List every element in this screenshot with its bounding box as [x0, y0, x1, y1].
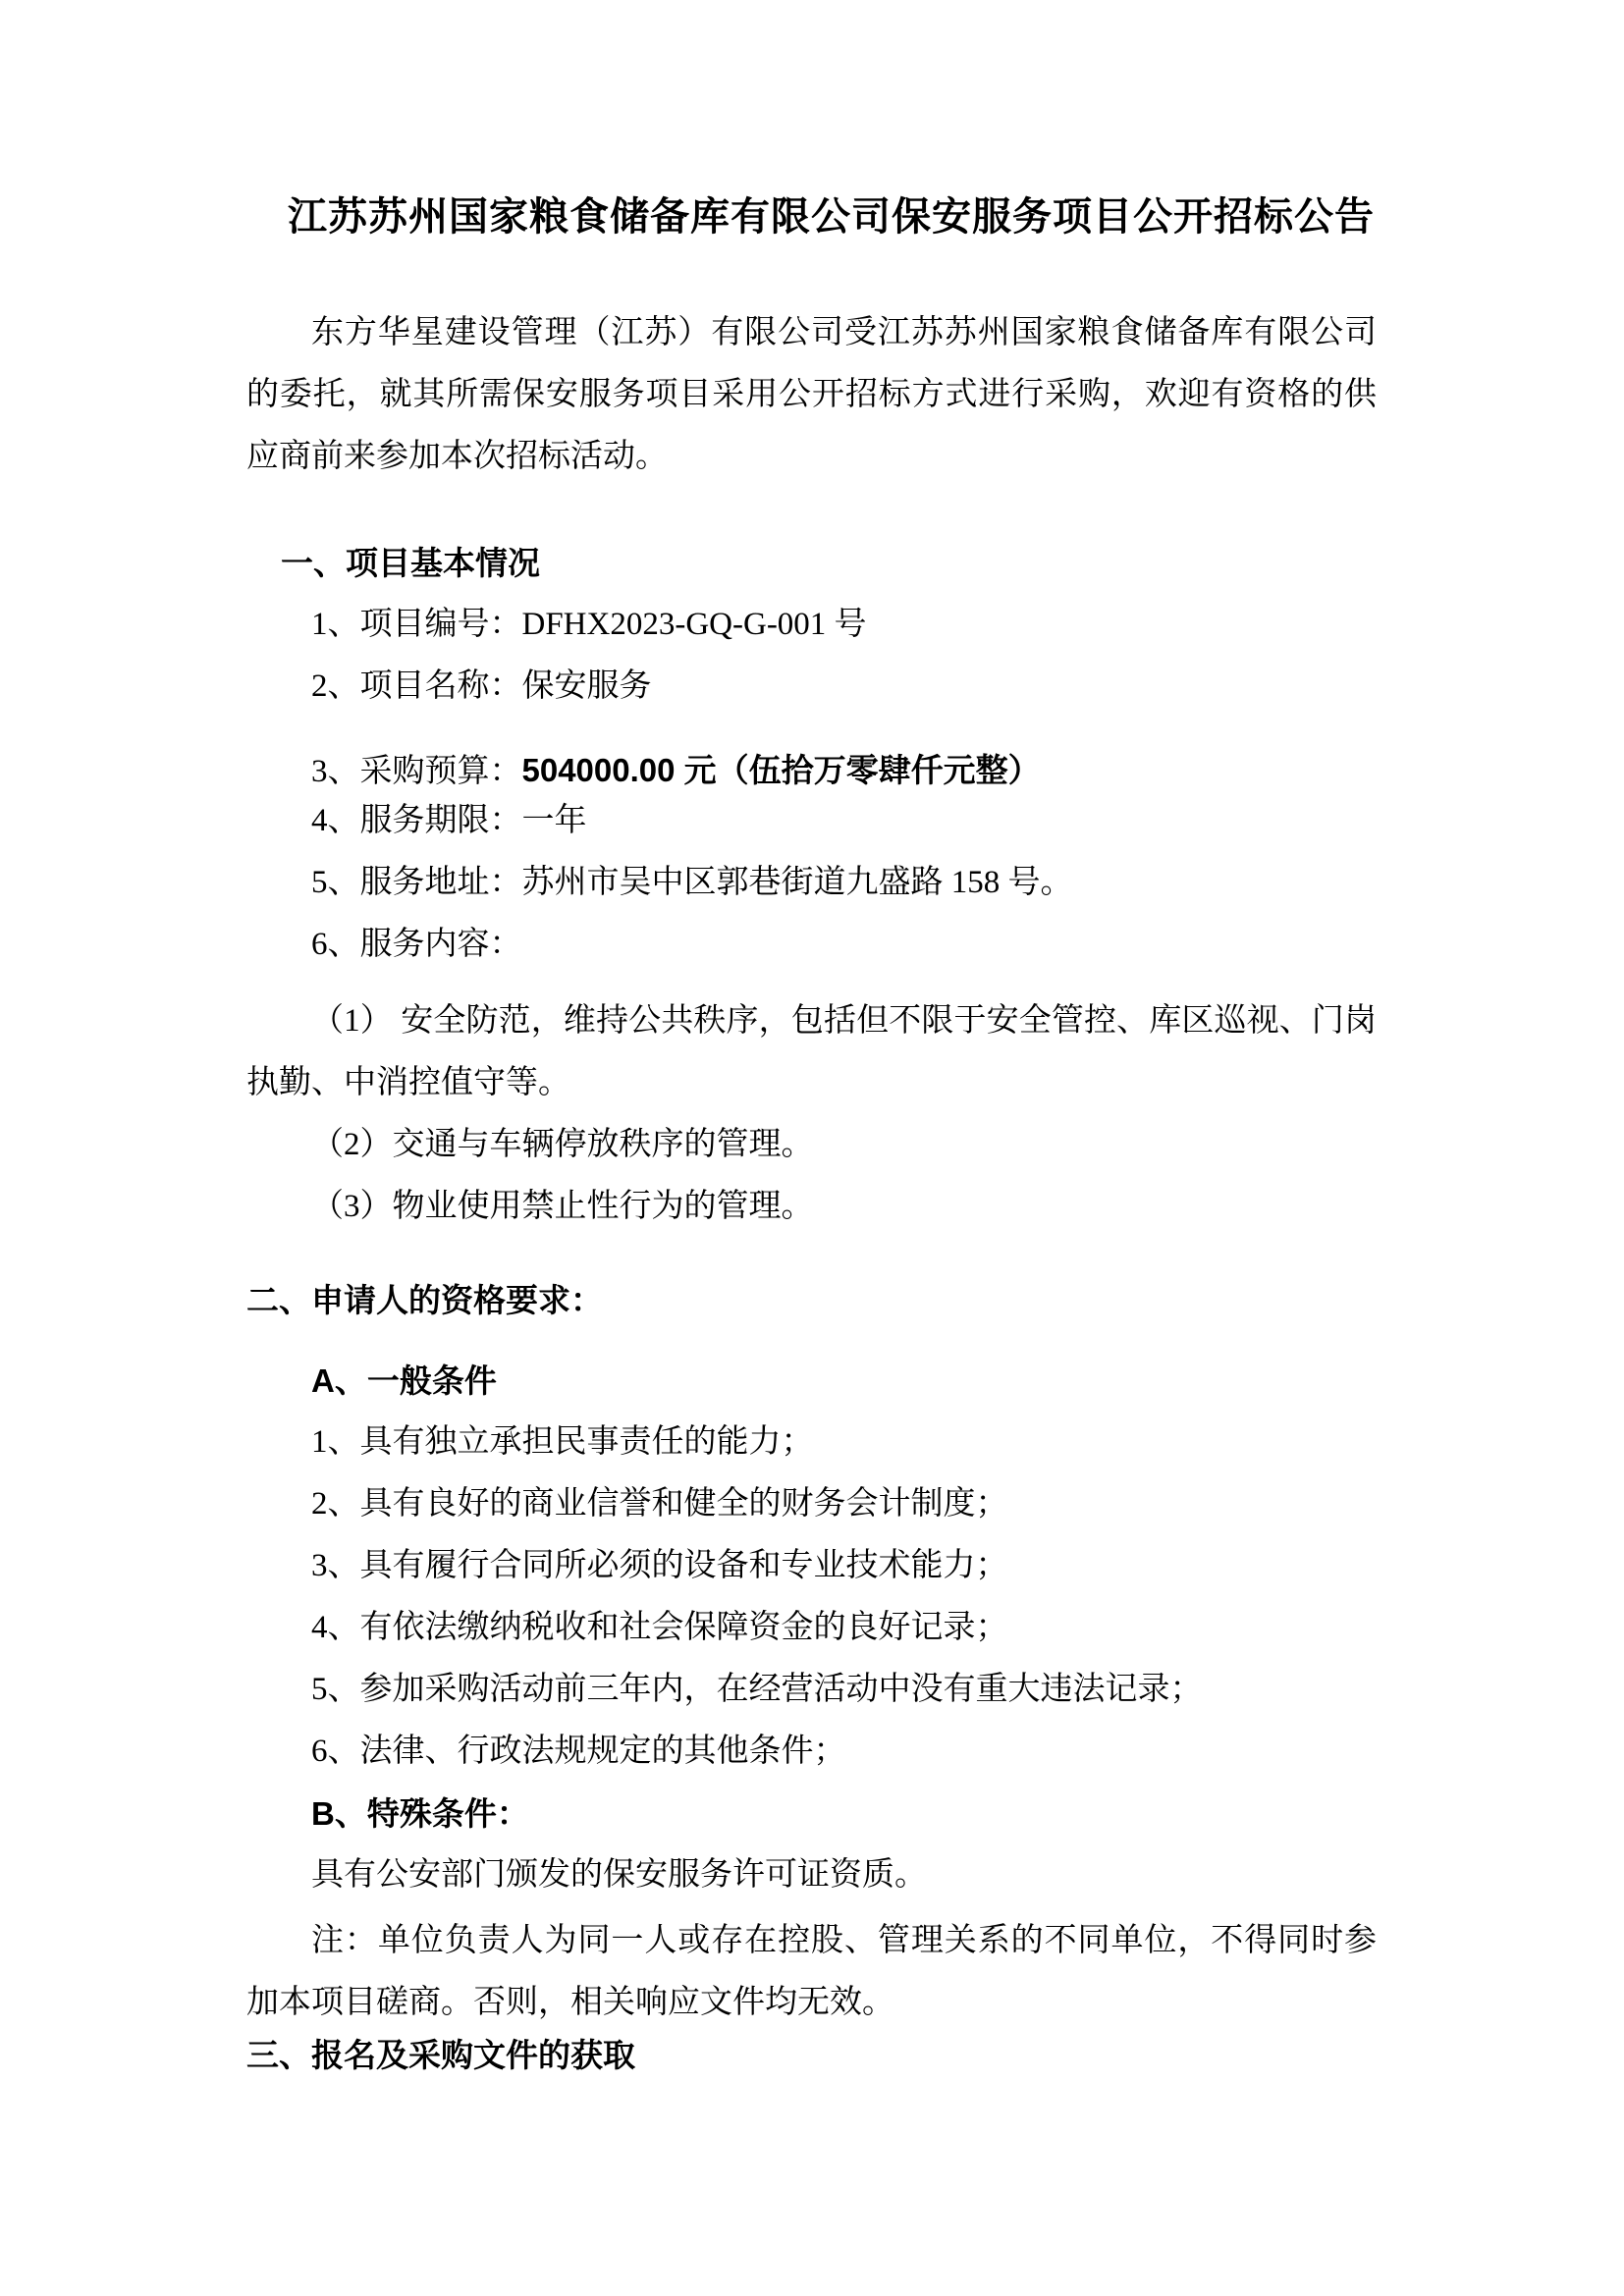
- general-condition-5: 5、参加采购活动前三年内，在经营活动中没有重大违法记录；: [311, 1672, 1203, 1707]
- service-content-line: 6、服务内容：: [311, 927, 522, 962]
- intro-paragraph: 东方华星建设管理（江苏）有限公司受江苏苏州国家粮食储备库有限公司的委托，就其所需保安服务项目采用公开招标方式进行采购，欢迎有资格的供应商前来参加本次招标活动。: [246, 315, 1377, 474]
- project-name-line: 2、项目名称：保安服务: [311, 668, 652, 704]
- budget-value: 504000.00 元（伍拾万零肆仟元整）: [521, 752, 1041, 788]
- special-conditions-heading: B、特殊条件：: [311, 1795, 529, 1832]
- project-number-line: 1、项目编号：DFHX2023-GQ-G-001 号: [311, 607, 867, 642]
- section-one-heading: 一、项目基本情况: [281, 545, 540, 581]
- general-condition-2: 2、具有良好的商业信誉和健全的财务会计制度；: [311, 1486, 1008, 1522]
- service-content-item-1: （1） 安全防范，维持公共秩序，包括但不限于安全管控、库区巡视、门岗执勤、中消控值守等。: [246, 1003, 1377, 1100]
- service-address-line: 5、服务地址：苏州市吴中区郭巷街道九盛路 158 号。: [311, 865, 1073, 900]
- service-term-line: 4、服务期限：一年: [311, 803, 587, 838]
- special-condition-text: 具有公安部门颁发的保安服务许可证资质。: [311, 1857, 927, 1893]
- section-two-heading: 二、申请人的资格要求：: [246, 1282, 603, 1318]
- general-condition-3: 3、具有履行合同所必须的设备和专业技术能力；: [311, 1548, 1008, 1583]
- service-content-item-3: （3）物业使用禁止性行为的管理。: [311, 1189, 814, 1224]
- general-condition-4: 4、有依法缴纳税收和社会保障资金的良好记录；: [311, 1610, 1008, 1645]
- budget-label: 3、采购预算：: [311, 754, 522, 789]
- note-paragraph: 注：单位负责人为同一人或存在控股、管理关系的不同单位，不得同时参加本项目磋商。否则，相关响应文件均无效。: [246, 1923, 1377, 2020]
- general-condition-1: 1、具有独立承担民事责任的能力；: [311, 1424, 814, 1460]
- section-three-heading: 三、报名及采购文件的获取: [246, 2037, 635, 2073]
- service-content-item-2: （2）交通与车辆停放秩序的管理。: [311, 1127, 814, 1162]
- general-conditions-heading: A、一般条件: [311, 1362, 497, 1399]
- general-condition-6: 6、法律、行政法规规定的其他条件；: [311, 1734, 846, 1769]
- document-title: 江苏苏州国家粮食储备库有限公司保安服务项目公开招标公告: [288, 194, 1375, 239]
